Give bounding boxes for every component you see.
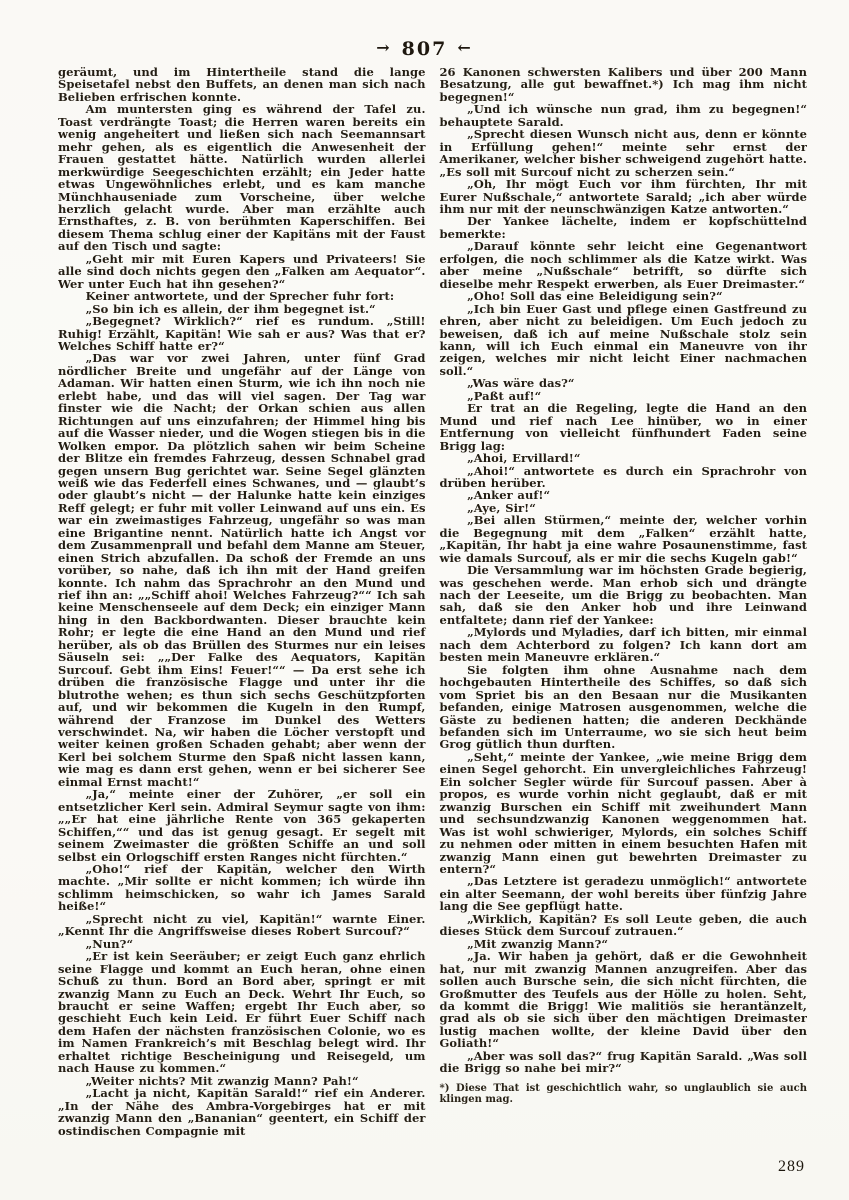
paragraph: „Geht mir mit Euren Kapers und Privateers! Sie alle sind doch nichts gegen den „Falken am Aequator“. Wer unter Euch hat ihn gesehen?“ [58, 251, 426, 291]
paragraph: Er trat an die Regeling, legte die Hand an den Mund und rief nach Lee hinüber, wo in einer Entfernung von vielleicht fünfhundert Faden seine Brigg lag: [439, 401, 807, 453]
paragraph: „Oho!“ rief der Kapitän, welcher den Wirth machte. „Mir sollte er nicht kommen; ich würde ihn schlimm heimschicken, so wahr ich James Sarald heiße!“ [58, 862, 426, 914]
column-right [440, 66, 808, 1158]
paragraph: „Das Letztere ist geradezu unmöglich!“ antwortete ein alter Seemann, der wohl bereits über fünfzig Jahre lang die See gepflügt hatte. [439, 874, 807, 914]
paragraph: „Ahoi!“ antwortete es durch ein Sprachrohr von drüben herüber. [439, 463, 807, 490]
text-columns [58, 66, 807, 1158]
paragraph: „Darauf könnte sehr leicht eine Gegenantwort erfolgen, die noch schlimmer als die Katze wirkt. Was aber meine „Nußschale“ betrifft, so dürfte sich dieselbe mehr Respekt erwerben, als Euer Dreimaster.“ [439, 239, 807, 291]
paragraph: „Nun?“ [85, 936, 134, 951]
paragraph: „Anker auf!“ [467, 488, 551, 503]
paragraph: „Wirklich, Kapitän? Es soll Leute geben, die auch dieses Stück dem Surcouf zutrauen.“ [439, 911, 807, 939]
paragraph: „Sprecht diesen Wunsch nicht aus, denn er könnte in Erfüllung gehen!“ meinte sehr ernst der Amerikaner, welcher bisher schweigend zugehört hatte. „Es soll mit Surcouf nicht zu scherzen sein.“ [439, 127, 807, 179]
header-arrow-left-icon: ← [457, 38, 473, 57]
paragraph: „Ahoi, Ervillard!“ [467, 451, 581, 466]
paragraph: „Seht,“ meinte der Yankee, „wie meine Brigg dem einen Segel gehorcht. Ein unvergleichliches Fahrzeug! Ein solcher Segler würde für Surcouf passen. Aber à propos, es wurde vorhin nicht geglaubt, daß er mit zwanzig Burschen ein Schiff mit zweihundert Mann und sechsundzwanzig Kanonen weggenommen hat. Was ist wohl schwieriger, Mylords, ein solches Schiff zu nehmen oder mitten in einem besuchten Hafen mit zwanzig Mann einen gut bewehrten Dreimaster zu entern?“ [439, 749, 807, 876]
paragraph: „Oh, Ihr mögt Euch vor ihm fürchten, Ihr mit Eurer Nußschale,“ antwortete Sarald; „ich aber würde ihm nur mit der neunschwänzigen Katze antworten.“ [439, 177, 807, 216]
paragraph: Am muntersten ging es während der Tafel zu. Toast verdrängte Toast; die Herren waren bereits ein wenig angeheitert und ließen sich nach Seemannsart mehr gehen, als es eigentlich die Anwesenheit der Frauen gestattet hätte. Natürlich wurden allerlei merkwürdige Seegeschichten erzählt; ein Jeder hatte etwas Ungewöhnliches erlebt, und es kam manche Münchhauseniade zum Vorscheine, über welche herzlich gelacht wurde. Aber man erzählte auch Ernsthaftes, z. B. von berühmten Kaperschiffen. Bei diesem Thema schlug einer der Kapitäns mit der Faust auf den Tisch und sagte: [58, 102, 426, 254]
paragraph: „Und ich wünsche nun grad, ihm zu begegnen!“ behauptete Sarald. [439, 102, 807, 129]
paragraph: „Ich bin Euer Gast und pflege einen Gastfreund zu ehren, aber nicht zu beleidigen. Um Euch jedoch zu beweisen, daß ich auf meine Nußschale stolz sein kann, will ich Euch einmal ein Maneuvre von ihr zeigen, welches mir nicht leicht Einer nachmachen soll.“ [439, 301, 807, 378]
paragraph: „Was wäre das?“ [467, 376, 575, 391]
header-arrow-right-icon: → [376, 38, 392, 57]
paragraph: geräumt, und im Hintertheile stand die lange Speisetafel nebst den Buffets, an denen man sich nach Belieben erfrischen konnte. [58, 66, 426, 104]
paragraph: „So bin ich es allein, der ihm begegnet ist.“ [85, 301, 376, 316]
paragraph: „Bei allen Stürmen,“ meinte der, welcher vorhin die Begegnung mit dem „Falken“ erzählt hatte, „Kapitän, Ihr habt ja eine wahre Posaunenstimme, fast wie damals Surcouf, als er mir die sechs Kugeln gab!“ [439, 513, 807, 565]
paragraph: „Das war vor zwei Jahren, unter fünf Grad nördlicher Breite und ungefähr auf der Länge von Adaman. Wir hatten einen Sturm, wie ich ihn noch nie erlebt habe, und das will viel sagen. Der Tag war finster wie die Nacht; der Orkan schien aus allen Richtungen auf uns einzufahren; der Himmel hing bis auf die Wasser nieder, und die Wogen stiegen bis in die Wolken empor. Da plötzlich sahen wir beim Scheine der Blitze ein fremdes Fahrzeug, dessen Schnabel grad gegen unsern Bug gerichtet war. Seine Segel glänzten weiß wie das Federfell eines Schwanes, und — glaubt’s oder glaubt’s nicht — der Halunke hatte kein einziges Reff gelegt; er fuhr mit voller Leinwand auf uns ein. Es war ein zweimastiges Fahrzeug, ungefähr so was man eine Brigantine nennt. Natürlich hatte ich Angst vor dem Zusammenprall und befahl dem Manne am Steuer, einen Strich abzufallen. Da schoß der Fremde an uns vorüber, so nahe, daß ich ihn mit der Hand greifen konnte. Ich nahm das Sprachrohr an den Mund und rief ihn an: „„Schiff ahoi! Welches Fahrzeug?““ Ich sah keine Menschenseele auf dem Deck; ein einziger Mann hing in den Backbordwanten. Dieser brauchte kein Rohr; er legte die eine Hand an den Mund und rief herüber, als ob das Brüllen des Sturmes nur ein leises Säuseln sei: „„Der Falke des Aequators, Kapitän Surcouf. Gebt ihm Eins! Feuer!““ — Da erst sehe ich drüben die französische Flagge und unter ihr die blutrothe wehen; es thun sich sechs Geschützpforten auf, und wir bekommen die Kugeln in den Rumpf, während der Franzose im Dunkel des Wetters verschwindet. Na, wir haben die Löcher verstopft und weiter keinen großen Schaden gehabt; aber wenn der Kerl bei solchem Sturme den Spaß nicht lassen kann, wie mag es dann erst gehen, wenn er bei sicherer See einmal Ernst macht!“ [58, 351, 426, 789]
page-number-bottom: 289 [778, 1158, 805, 1175]
paragraph: Der Yankee lächelte, indem er kopfschüttelnd bemerkte: [439, 214, 807, 241]
column-right-paragraphs [440, 66, 808, 1075]
page-number-top: 807 [401, 38, 448, 60]
paragraph: Sie folgten ihm ohne Ausnahme nach dem hochgebauten Hintertheile des Schiffes, so daß sich vom Spriet bis an den Besaan nur die Musikanten befanden, einige Matrosen ausgenommen, welche die Gäste zu bedienen hatten; die anderen Deckhände befanden sich im Unterraume, wo sie sich heut beim Grog gütlich thun durften. [439, 662, 807, 752]
column-left [58, 66, 426, 1158]
paragraph: „Sprecht nicht zu viel, Kapitän!“ warnte Einer. „Kennt Ihr die Angriffsweise dieses Robert Surcouf?“ [58, 911, 426, 939]
paragraph: „Aber was soll das?“ frug Kapitän Sarald. „Was soll die Brigg so nahe bei mir?“ [439, 1048, 807, 1076]
paragraph: „Ja,“ meinte einer der Zuhörer, „er soll ein entsetzlicher Kerl sein. Admiral Seymur sagte von ihm: „„Er hat eine jährliche Rente von 365 gekaperten Schiffen,““ und das ist genug gesagt. Er segelt mit seinem Zweimaster die größten Schiffe an und soll selbst ein Orlogschiff ersten Ranges nicht fürchten.“ [58, 787, 426, 864]
paragraph: „Oho! Soll das eine Beleidigung sein?“ [467, 289, 723, 304]
paragraph: „Paßt auf!“ [467, 388, 542, 403]
paragraph: „Er ist kein Seeräuber; er zeigt Euch ganz ehrlich seine Flagge und kommt an Euch heran, ohne einen Schuß zu thun. Bord an Bord aber, springt er mit zwanzig Mann zu Euch an Deck. Wehrt Ihr Euch, so braucht er seine Waffen; ergebt Ihr Euch aber, so geschieht Euch kein Leid. Er führt Euer Schiff nach dem Hafen der nächsten französischen Colonie, wo es im Namen Frankreich’s mit Beschlag belegt wird. Ihr erhaltet richtige Bescheinigung und Reisegeld, um nach Hause zu kommen.“ [58, 949, 426, 1076]
paragraph: „Mit zwanzig Mann?“ [467, 936, 609, 951]
paragraph: „Weiter nichts? Mit zwanzig Mann? Pah!“ [85, 1073, 359, 1088]
paragraph: Die Versammlung war im höchsten Grade begierig, was geschehen werde. Man erhob sich und drängte nach der Leeseite, um die Brigg zu beobachten. Man sah, daß sie den Anker hob und ihre Leinwand entfaltete; dann rief der Yankee: [439, 563, 807, 627]
paragraph: „Aye, Sir!“ [467, 500, 536, 515]
paragraph: „Lacht ja nicht, Kapitän Sarald!“ rief ein Anderer. „In der Nähe des Ambra-Vorgebirges hat er mit zwanzig Mann den „Bananian“ geentert, ein Schiff der ostindischen Compagnie mit [58, 1086, 426, 1138]
paragraph: 26 Kanonen schwersten Kalibers und über 200 Mann Besatzung, alle gut bewaffnet.*) Ich mag ihm nicht begegnen!“ [439, 66, 807, 104]
page-header [0, 38, 849, 60]
paragraph: „Ja. Wir haben ja gehört, daß er die Gewohnheit hat, nur mit zwanzig Mannen anzugreifen. Aber das sollen auch Bursche sein, die sich nicht fürchten, die Großmutter des Teufels aus der Hölle zu holen. Seht, da kommt die Brigg! Wie malitiös sie herantänzelt, grad als ob sie sich über den mächtigen Dreimaster lustig machen wollte, der kleine David über den Goliath!“ [439, 949, 807, 1051]
footnote: *) Diese That ist geschichtlich wahr, so unglaublich sie auch klingen mag. [439, 1082, 807, 1106]
paragraph: Keiner antwortete, und der Sprecher fuhr fort: [85, 289, 395, 304]
paragraph: „Begegnet? Wirklich?“ rief es rundum. „Still! Ruhig! Erzählt, Kapitän! Wie sah er aus? Was that er? Welches Schiff hatte er?“ [58, 314, 426, 353]
paragraph: „Mylords und Myladies, darf ich bitten, mir einmal nach dem Achterbord zu folgen? Ich kann dort am besten mein Maneuvre erklären.“ [439, 625, 807, 665]
